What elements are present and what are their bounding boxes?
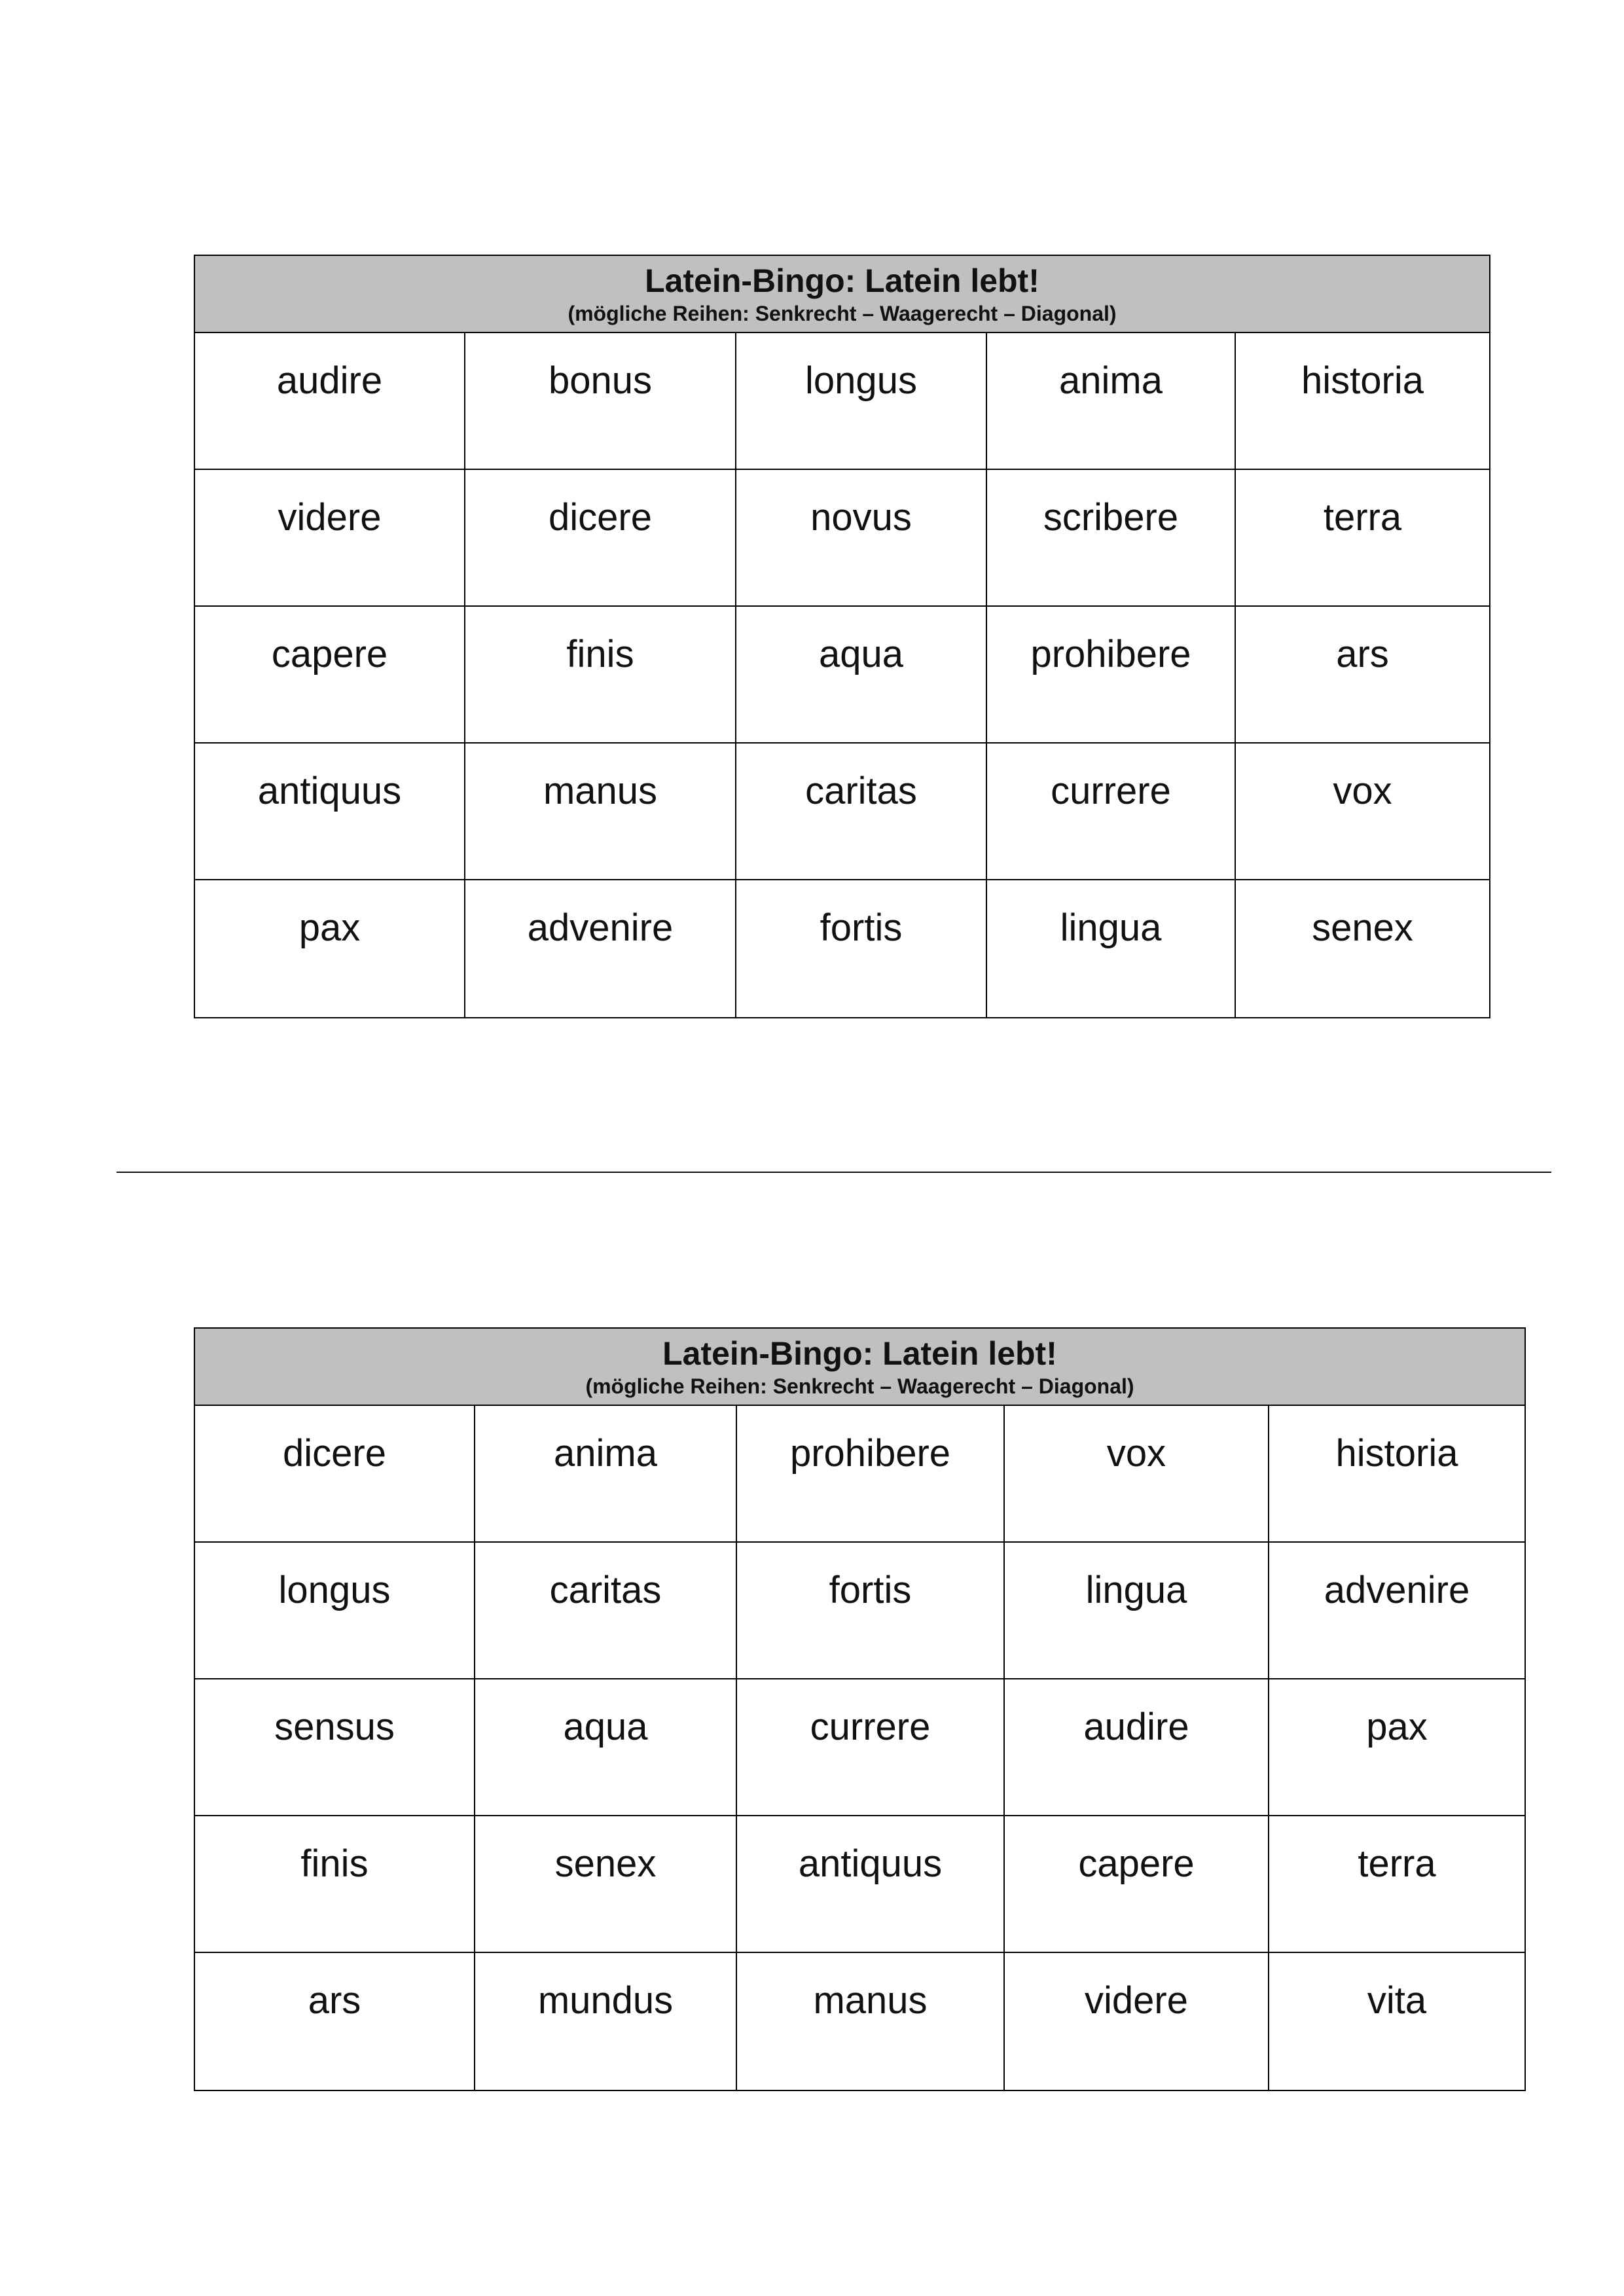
bingo-cell: finis bbox=[465, 607, 736, 744]
bingo-cell: lingua bbox=[987, 880, 1236, 1017]
bingo-card-subtitle: (mögliche Reihen: Senkrecht – Waagerecht – Diagonal) bbox=[568, 302, 1117, 325]
bingo-cell: scribere bbox=[987, 470, 1236, 607]
bingo-cell: videre bbox=[1005, 1953, 1269, 2090]
bingo-grid bbox=[195, 1406, 1525, 2090]
bingo-cell: vita bbox=[1367, 1979, 1427, 2022]
bingo-cell: finis bbox=[195, 1816, 475, 1953]
bingo-cell: ars bbox=[1236, 607, 1489, 744]
bingo-cell: bonus bbox=[465, 333, 736, 470]
bingo-grid bbox=[195, 333, 1489, 1017]
bingo-card-title: Latein-Bingo: Latein lebt! bbox=[645, 262, 1039, 299]
bingo-cell: senex bbox=[1312, 906, 1413, 949]
bingo-cell: capere bbox=[195, 607, 465, 744]
bingo-cell: manus bbox=[737, 1953, 1005, 2090]
bingo-card-header bbox=[195, 1329, 1525, 1406]
bingo-cell: audire bbox=[1005, 1679, 1269, 1816]
bingo-cell: dicere bbox=[465, 470, 736, 607]
bingo-cell: fortis bbox=[736, 880, 987, 1017]
bingo-cell: senex bbox=[475, 1816, 737, 1953]
bingo-cell: novus bbox=[736, 470, 987, 607]
bingo-cell: caritas bbox=[475, 1543, 737, 1679]
bingo-cell: manus bbox=[465, 744, 736, 880]
bingo-card-2 bbox=[194, 1327, 1526, 2091]
bingo-cell: terra bbox=[1236, 470, 1489, 607]
bingo-cell: advenire bbox=[1269, 1543, 1525, 1679]
bingo-cell: prohibere bbox=[737, 1406, 1005, 1543]
bingo-cell: caritas bbox=[736, 744, 987, 880]
bingo-cell: historia bbox=[1236, 333, 1489, 470]
bingo-cell: antiquus bbox=[737, 1816, 1005, 1953]
bingo-card-header bbox=[195, 256, 1489, 333]
bingo-cell: videre bbox=[195, 470, 465, 607]
bingo-cell: historia bbox=[1269, 1406, 1525, 1543]
bingo-cell: mundus bbox=[475, 1953, 737, 2090]
bingo-cell: ars bbox=[195, 1953, 475, 2090]
bingo-card-subtitle: (mögliche Reihen: Senkrecht – Waagerecht – Diagonal) bbox=[585, 1374, 1134, 1398]
bingo-cell: pax bbox=[195, 880, 465, 1017]
bingo-cell: antiquus bbox=[195, 744, 465, 880]
cut-line-divider bbox=[117, 1172, 1551, 1173]
bingo-card-title: Latein-Bingo: Latein lebt! bbox=[662, 1335, 1057, 1372]
bingo-cell: anima bbox=[475, 1406, 737, 1543]
bingo-cell: fortis bbox=[737, 1543, 1005, 1679]
bingo-cell: prohibere bbox=[987, 607, 1236, 744]
bingo-cell: currere bbox=[987, 744, 1236, 880]
bingo-cell: currere bbox=[737, 1679, 1005, 1816]
bingo-cell: aqua bbox=[736, 607, 987, 744]
bingo-cell: capere bbox=[1005, 1816, 1269, 1953]
bingo-cell: anima bbox=[987, 333, 1236, 470]
bingo-card-1 bbox=[194, 255, 1490, 1018]
bingo-cell: aqua bbox=[475, 1679, 737, 1816]
bingo-cell: longus bbox=[736, 333, 987, 470]
bingo-cell: vox bbox=[1005, 1406, 1269, 1543]
bingo-cell: terra bbox=[1269, 1816, 1525, 1953]
bingo-cell: dicere bbox=[195, 1406, 475, 1543]
bingo-cell: vox bbox=[1236, 744, 1489, 880]
bingo-cell: advenire bbox=[465, 880, 736, 1017]
bingo-cell: lingua bbox=[1005, 1543, 1269, 1679]
bingo-cell: sensus bbox=[195, 1679, 475, 1816]
bingo-cell: longus bbox=[195, 1543, 475, 1679]
bingo-cell: audire bbox=[195, 333, 465, 470]
bingo-cell: pax bbox=[1269, 1679, 1525, 1816]
